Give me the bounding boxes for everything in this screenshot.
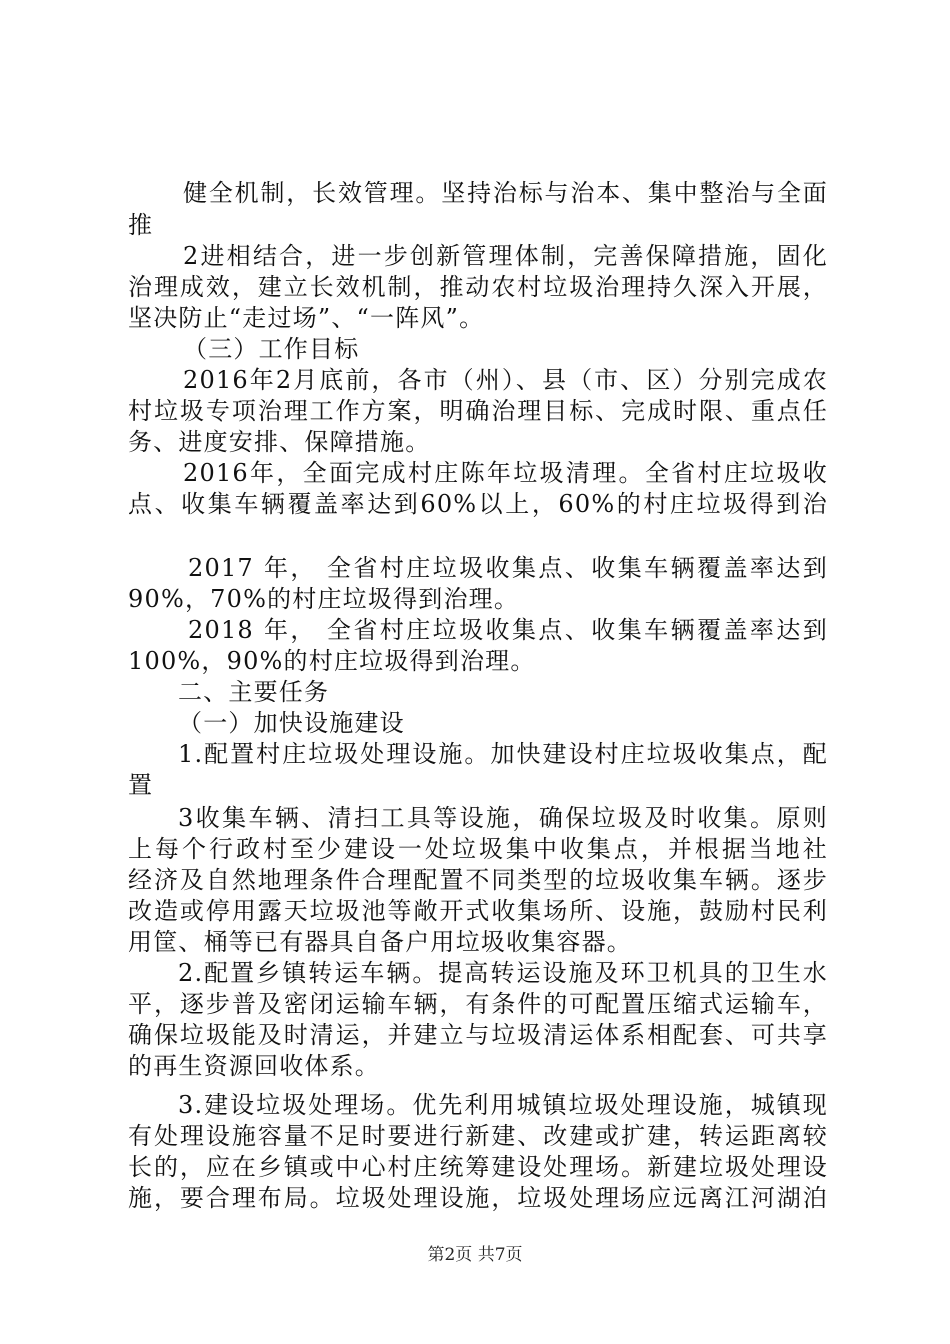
text-line: 治理成效，建立长效机制，推动农村垃圾治理持久深入开展， bbox=[128, 273, 828, 301]
text-line: 推 bbox=[128, 211, 154, 239]
text-line: 健全机制，长效管理。坚持治标与治本、集中整治与全面 bbox=[183, 179, 828, 207]
text-line: 2016年，全面完成村庄陈年垃圾清理。全省村庄垃圾收 bbox=[183, 459, 828, 487]
text-line: 长的，应在乡镇或中心村庄统筹建设处理场。新建垃圾处理设 bbox=[128, 1153, 828, 1181]
text-line: 平，逐步普及密闭运输车辆，有条件的可配置压缩式运输车， bbox=[128, 990, 828, 1018]
text-line: 务、进度安排、保障措施。 bbox=[128, 428, 431, 456]
text-line: 上每个行政村至少建设一处垃圾集中收集点，并根据当地社 bbox=[128, 835, 828, 863]
text-line: 2进相结合，进一步创新管理体制，完善保障措施，固化 bbox=[183, 242, 828, 270]
text-line: 置 bbox=[128, 771, 154, 799]
text-line: 3.建设垃圾处理场。优先利用城镇垃圾处理设施，城镇现 bbox=[178, 1091, 828, 1119]
text-line: 3收集车辆、清扫工具等设施，确保垃圾及时收集。原则 bbox=[178, 804, 828, 832]
text-line: 2018 年， 全省村庄垃圾收集点、收集车辆覆盖率达到 bbox=[188, 616, 828, 644]
text-line: 100%，90%的村庄垃圾得到治理。 bbox=[128, 647, 536, 675]
text-line: 2016年2月底前，各市（州）、县（市、区）分别完成农 bbox=[183, 366, 828, 394]
page-number-footer: 第2页 共7页 bbox=[427, 1245, 523, 1265]
text-line: 施，要合理布局。垃圾处理设施，垃圾处理场应远离江河湖泊 bbox=[128, 1184, 828, 1212]
text-line: 2017 年， 全省村庄垃圾收集点、收集车辆覆盖率达到 bbox=[188, 554, 828, 582]
section-heading: （三）工作目标 bbox=[183, 335, 360, 363]
text-line: 的再生资源回收体系。 bbox=[128, 1052, 380, 1080]
text-line: 2.配置乡镇转运车辆。提高转运设施及环卫机具的卫生水 bbox=[178, 959, 828, 987]
text-line: 有处理设施容量不足时要进行新建、改建或扩建，转运距离较 bbox=[128, 1122, 828, 1150]
text-line: 1.配置村庄垃圾处理设施。加快建设村庄垃圾收集点，配 bbox=[178, 740, 828, 768]
text-line: 用筐、桶等已有器具自备户用垃圾收集容器。 bbox=[128, 928, 632, 956]
text-line: 改造或停用露天垃圾池等敞开式收集场所、设施，鼓励村民利 bbox=[128, 897, 828, 925]
section-heading: （一）加快设施建设 bbox=[178, 709, 405, 737]
text-line: 村垃圾专项治理工作方案，明确治理目标、完成时限、重点任 bbox=[128, 397, 828, 425]
text-line: 经济及自然地理条件合理配置不同类型的垃圾收集车辆。逐步 bbox=[128, 866, 828, 894]
text-line: 90%，70%的村庄垃圾得到治理。 bbox=[128, 585, 520, 613]
text-line: 点、收集车辆覆盖率达到60%以上，60%的村庄垃圾得到治 bbox=[128, 490, 828, 518]
section-heading: 二、主要任务 bbox=[178, 678, 330, 706]
text-line: 确保垃圾能及时清运，并建立与垃圾清运体系相配套、可共享 bbox=[128, 1021, 828, 1049]
text-line: 坚决防止“走过场”、“一阵风”。 bbox=[128, 304, 485, 332]
